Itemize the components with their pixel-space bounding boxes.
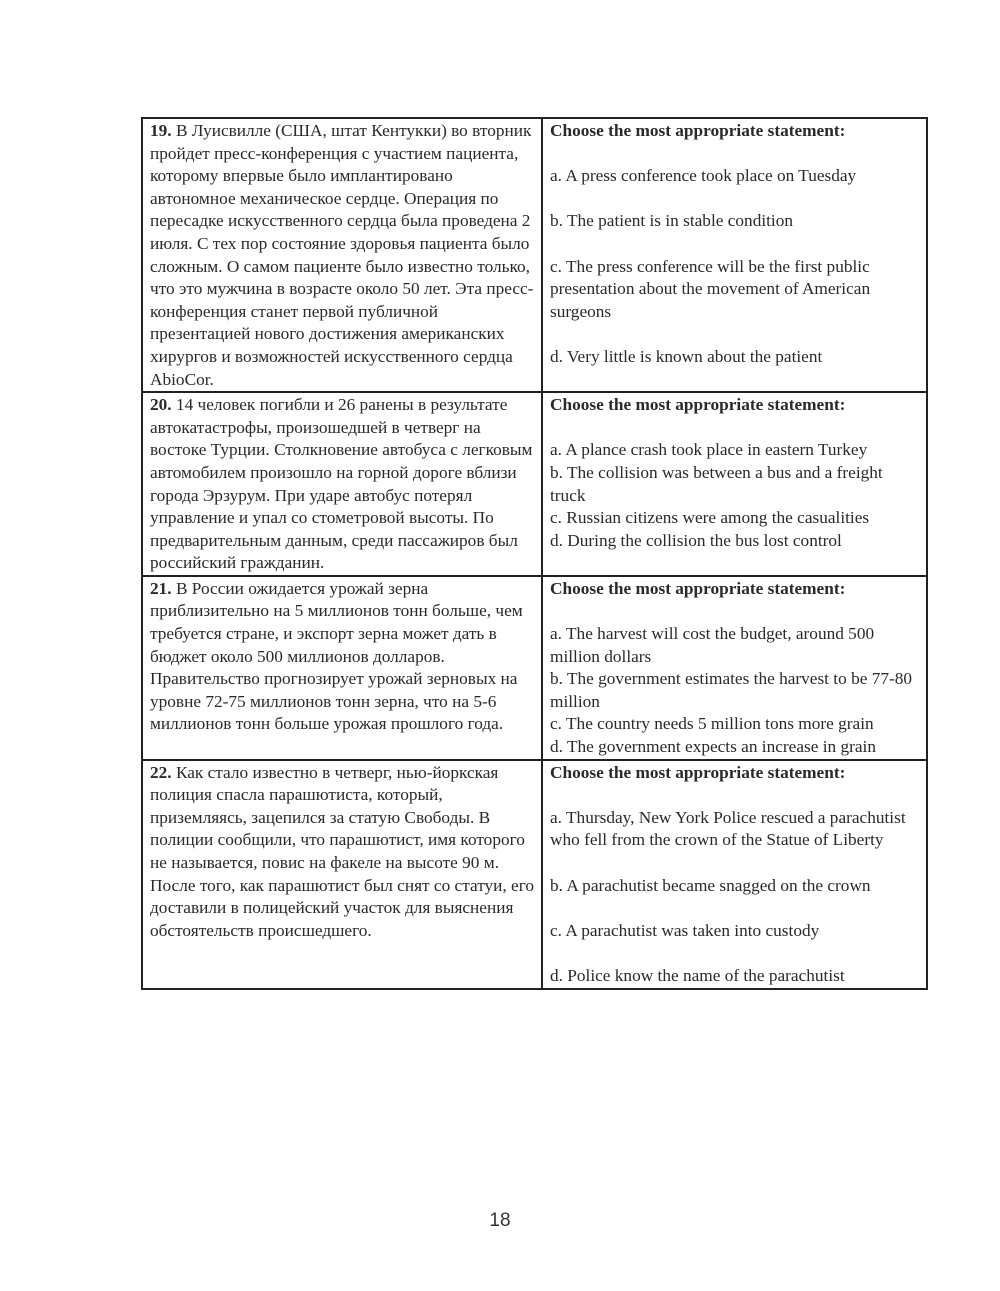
option-d: d. The government expects an increase in grain bbox=[550, 737, 876, 757]
option-b: b. The collision was between a bus and a freight truck bbox=[550, 462, 883, 505]
statement-prompt: Choose the most appropriate statement: bbox=[550, 395, 846, 415]
statement-prompt: Choose the most appropriate statement: bbox=[550, 578, 846, 598]
russian-text-cell bbox=[142, 392, 542, 576]
option-a: a. Thursday, New York Police rescued a parachutist who fell from the crown of the Statue of Liberty bbox=[550, 807, 906, 850]
russian-text: В России ожидается урожай зерна приблизительно на 5 миллионов тонн больше, чем требуется стране, и экспорт зерна может дать в бюджет около 500 миллионов долларов. Правительство прогнозирует урожай зерновых на уровне 72-75 миллионов тонн зерна, что на 5-6 миллионов тонн больше урожая прошлого года. bbox=[150, 578, 523, 734]
questions-table bbox=[141, 117, 928, 990]
option-b: b. The government estimates the harvest to be 77-80 million bbox=[550, 669, 913, 711]
option-a: a. A plance crash took place in eastern Turkey bbox=[550, 440, 868, 460]
option-d: d. Police know the name of the parachutist bbox=[550, 965, 845, 985]
statement-prompt: Choose the most appropriate statement: bbox=[550, 762, 846, 782]
option-a: a. A press conference took place on Tuesday bbox=[550, 166, 857, 186]
option-a: a. The harvest will cost the budget, around 500 million dollars bbox=[550, 624, 875, 666]
question-row bbox=[142, 392, 927, 576]
russian-text-cell bbox=[142, 760, 542, 989]
question-number: 22. bbox=[150, 762, 172, 782]
question-row bbox=[142, 118, 927, 392]
option-c: c. Russian citizens were among the casualities bbox=[550, 508, 870, 528]
option-d: d. Very little is known about the patient bbox=[550, 346, 823, 366]
option-b: b. A parachutist became snagged on the crown bbox=[550, 875, 871, 895]
option-d: d. During the collision the bus lost control bbox=[550, 530, 842, 550]
russian-text-cell bbox=[142, 576, 542, 760]
option-c: c. The country needs 5 million tons more grain bbox=[550, 714, 874, 734]
option-c: c. The press conference will be the first public presentation about the movement of American surgeons bbox=[550, 256, 871, 321]
question-number: 20. bbox=[150, 395, 172, 415]
question-row bbox=[142, 576, 927, 760]
options-cell bbox=[542, 392, 927, 576]
options-cell bbox=[542, 760, 927, 989]
question-number: 19. bbox=[150, 121, 172, 140]
russian-text: Как стало известно в четверг, нью-йоркская полиция спасла парашютиста, который, приземляясь, зацепился за статую Свободы. В полиции сообщили, что парашютист, имя которого не называется, повис на факеле на высоте 90 м. После того, как парашютист был снят со статуи, его доставили в полицейский участок для выяснения обстоятельств происшедшего. bbox=[150, 762, 535, 940]
options-cell bbox=[542, 118, 927, 392]
question-number: 21. bbox=[150, 578, 172, 598]
statement-prompt: Choose the most appropriate statement: bbox=[550, 121, 846, 140]
options-cell bbox=[542, 576, 927, 760]
option-c: c. A parachutist was taken into custody bbox=[550, 920, 820, 940]
russian-text-cell bbox=[142, 118, 542, 392]
option-b: b. The patient is in stable condition bbox=[550, 211, 794, 231]
russian-text: 14 человек погибли и 26 ранены в результате автокатастрофы, произошедшей в четверг на востоке Турции. Столкновение автобуса с легковым автомобилем произошло на горной дороге вблизи города Эрзурум. При ударе автобус потерял управление и упал со стометровой высоты. По предварительным данным, среди пассажиров был российский гражданин. bbox=[150, 395, 533, 573]
question-row bbox=[142, 760, 927, 989]
russian-text: В Луисвилле (США, штат Кентукки) во вторник пройдет пресс-конференция с участием пациента, которому впервые было имплантировано автономное механическое сердце. Операция по пересадке искусственного сердца была проведена 2 июля. С тех пор состояние здоровья пациента было сложным. О самом пациенте было известно только, что это мужчина в возрасте около 50 лет. Эта пресс-конференция станет первой публичной презентацией нового достижения американских хирургов и возможностей искусственного сердца AbioCor. bbox=[150, 121, 534, 389]
page-number: 18 bbox=[489, 1210, 511, 1231]
